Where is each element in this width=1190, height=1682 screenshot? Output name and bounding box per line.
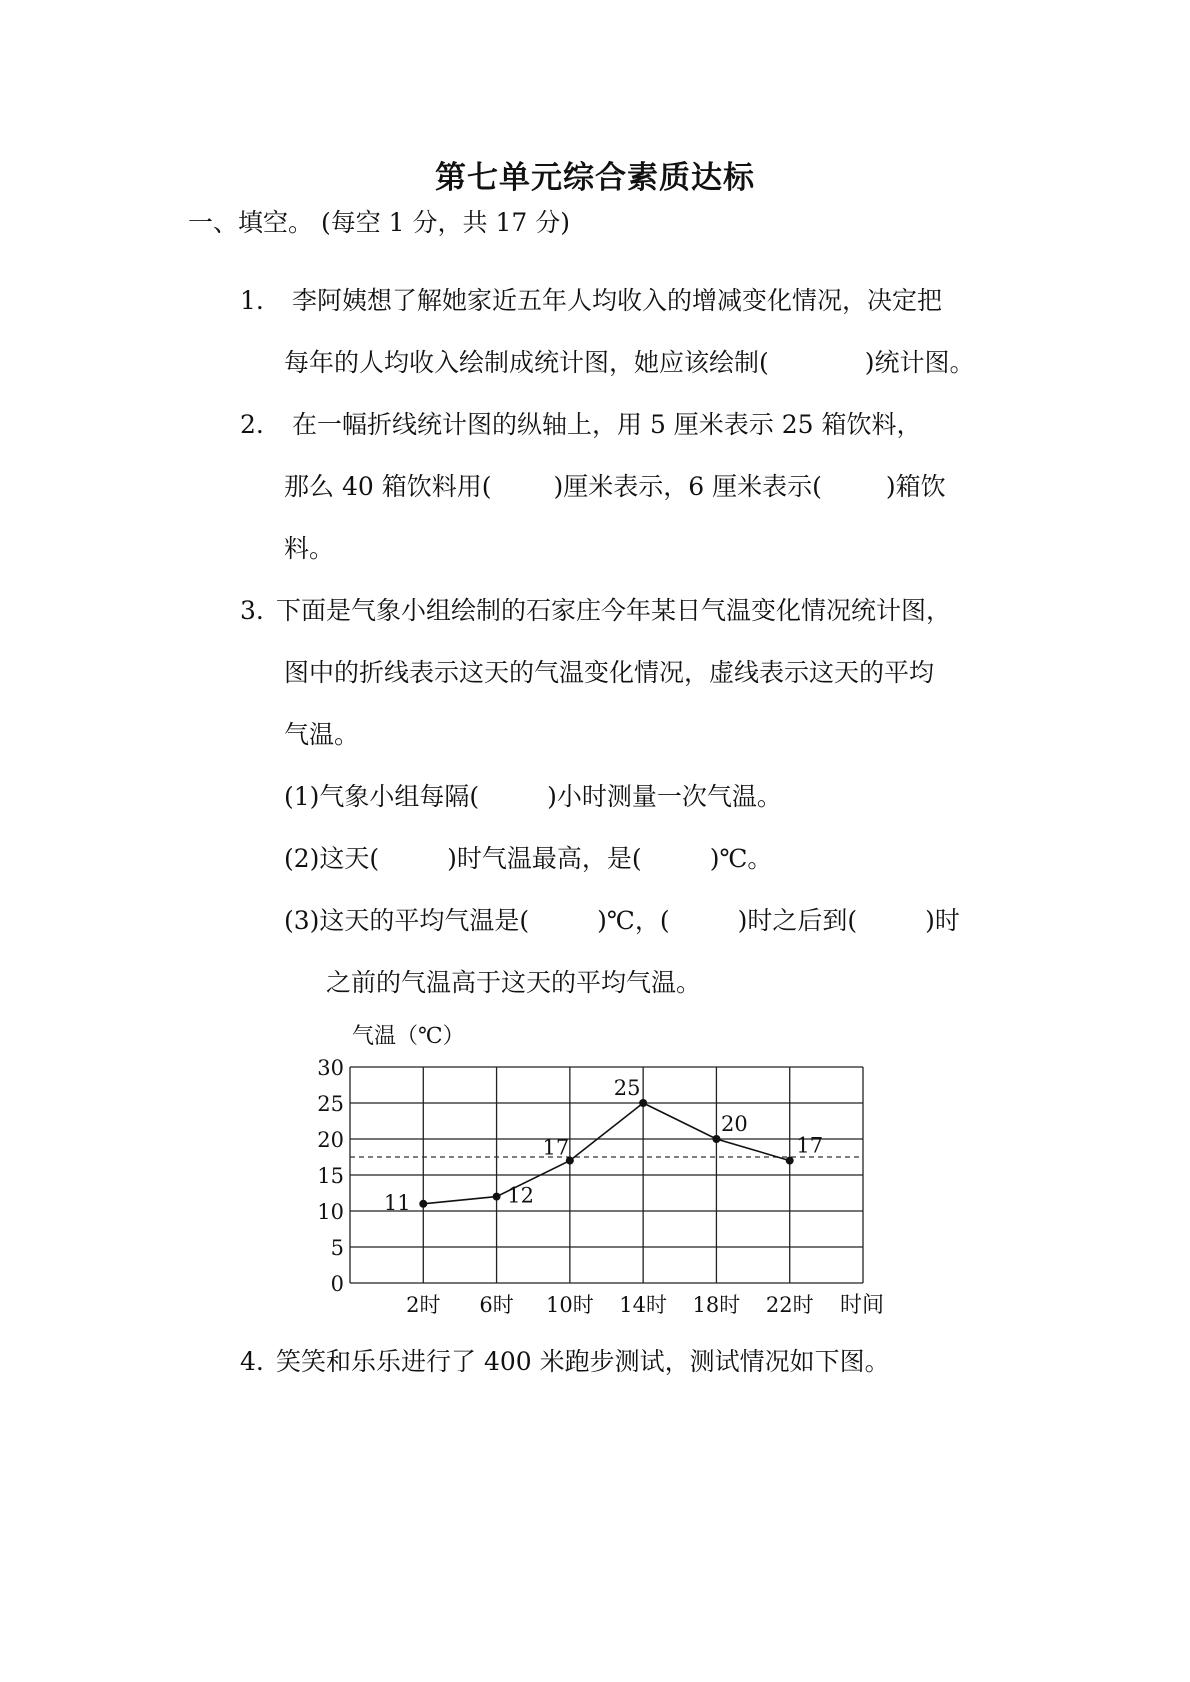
- data-point: [786, 1157, 794, 1165]
- x-tick-label: 18时: [692, 1293, 741, 1317]
- q3-sub3: (3)这天的平均气温是( )℃，( )时之后到( )时: [284, 906, 960, 935]
- q1-number: 1.: [240, 286, 264, 315]
- chart-x-axis-label: 时间: [840, 1293, 885, 1318]
- q3-sub3-cont: 之前的气温高于这天的平均气温。: [326, 968, 702, 997]
- data-label: 20: [721, 1112, 748, 1136]
- chart-y-ticks: [317, 1056, 344, 1296]
- q2-number: 2.: [240, 410, 264, 439]
- y-tick-label: 5: [330, 1236, 344, 1260]
- q4-number: 4.: [240, 1347, 264, 1376]
- q3-line3: 气温。: [284, 720, 360, 749]
- y-tick-label: 0: [330, 1272, 344, 1296]
- q2-line2: 那么 40 箱饮料用( )厘米表示，6 厘米表示( )箱饮: [284, 472, 946, 501]
- chart-grid: [350, 1067, 863, 1283]
- x-tick-label: 2时: [406, 1293, 441, 1317]
- data-label: 17: [542, 1135, 570, 1160]
- x-tick-label: 10时: [545, 1293, 594, 1317]
- page-title: 第七单元综合素质达标: [435, 160, 755, 196]
- q3-sub2: (2)这天( )时气温最高，是( )℃。: [284, 844, 773, 873]
- data-point: [493, 1193, 501, 1201]
- q2-line3: 料。: [284, 534, 335, 563]
- data-point: [639, 1099, 647, 1107]
- data-label: 12: [507, 1183, 534, 1208]
- data-label: 25: [613, 1076, 641, 1100]
- q2-line1: 在一幅折线统计图的纵轴上，用 5 厘米表示 25 箱饮料，: [292, 410, 922, 439]
- q3-number: 3.: [240, 596, 264, 625]
- q3-sub1: (1)气象小组每隔( )小时测量一次气温。: [284, 782, 782, 811]
- data-point: [712, 1135, 720, 1143]
- data-point: [419, 1200, 427, 1208]
- x-tick-label: 6时: [479, 1293, 514, 1317]
- data-label: 17: [796, 1133, 824, 1158]
- y-tick-label: 10: [317, 1200, 344, 1224]
- q4-text: 笑笑和乐乐进行了 400 米跑步测试，测试情况如下图。: [276, 1347, 890, 1376]
- y-tick-label: 30: [317, 1056, 344, 1080]
- y-tick-label: 15: [317, 1164, 344, 1188]
- q3-line1: 下面是气象小组绘制的石家庄今年某日气温变化情况统计图，: [276, 596, 952, 625]
- q1-line2: 每年的人均收入绘制成统计图，她应该绘制( )统计图。: [284, 348, 975, 377]
- chart-x-ticks: [406, 1293, 813, 1317]
- chart-y-axis-label: 气温（℃）: [352, 1024, 465, 1049]
- y-tick-label: 20: [317, 1128, 344, 1152]
- x-tick-label: 14时: [619, 1293, 668, 1317]
- x-tick-label: 22时: [765, 1293, 814, 1317]
- temperature-line-chart: [290, 1015, 910, 1325]
- section-heading: 一、填空。 (每空 1 分，共 17 分): [188, 208, 570, 237]
- data-label: 11: [383, 1190, 411, 1215]
- q3-line2: 图中的折线表示这天的气温变化情况，虚线表示这天的平均: [284, 658, 935, 687]
- y-tick-label: 25: [317, 1092, 344, 1116]
- chart-data-labels: [384, 1076, 823, 1215]
- q1-line1: 李阿姨想了解她家近五年人均收入的增减变化情况，决定把: [292, 286, 943, 315]
